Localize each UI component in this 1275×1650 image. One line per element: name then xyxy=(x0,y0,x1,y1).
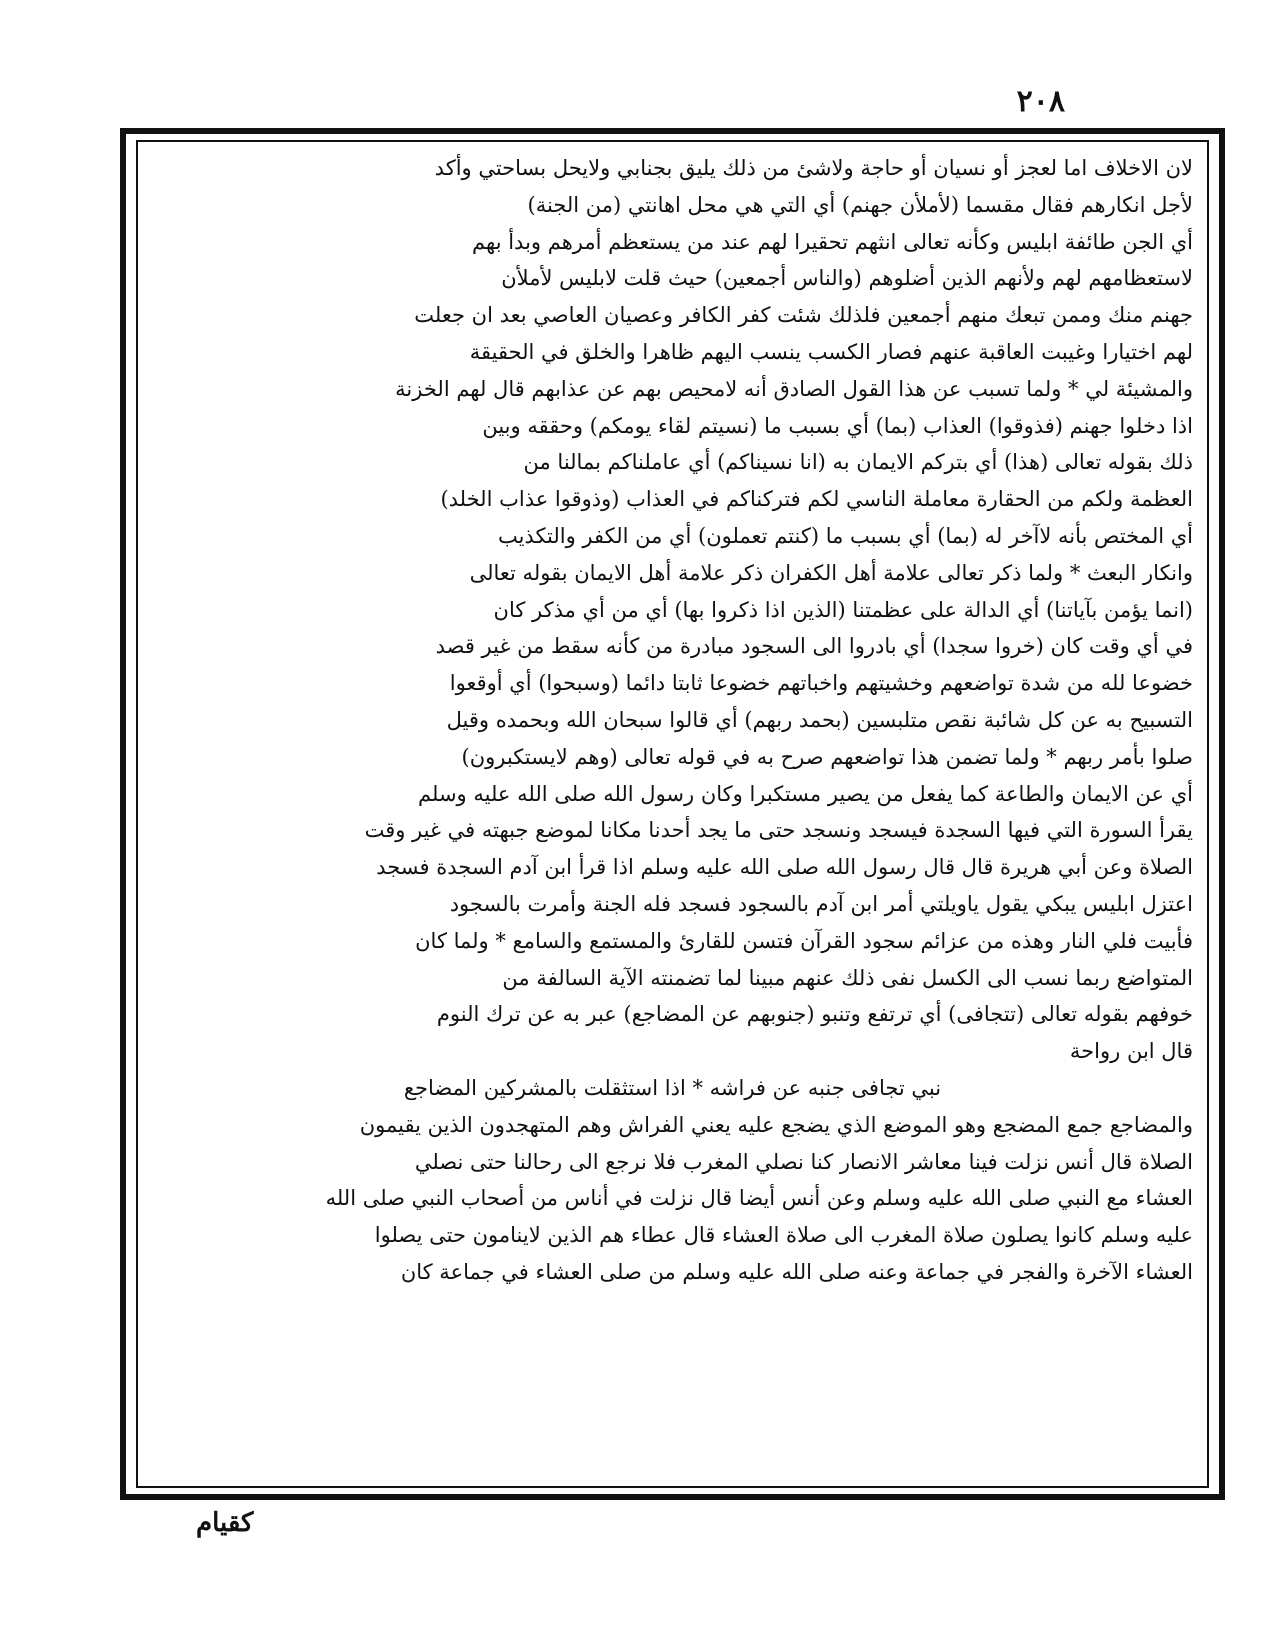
text-line: يقرأ السورة التي فيها السجدة فيسجد ونسجد حتى ما يجد أحدنا مكانا لموضع جبهته في غير وقت xyxy=(364,818,1193,843)
poetry-verse: نبي تجافى جنبه عن فراشه * اذا استثقلت بالمشركين المضاجع xyxy=(403,1075,942,1100)
text-line: أي عن الايمان والطاعة كما يفعل من يصير مستكبرا وكان رسول الله صلى الله عليه وسلم xyxy=(418,781,1193,806)
text-line: العشاء الآخرة والفجر في جماعة وعنه صلى الله عليه وسلم من صلى العشاء في جماعة كان xyxy=(400,1259,1193,1284)
text-line: الصلاة قال أنس نزلت فينا معاشر الانصار كنا نصلي المغرب فلا نرجع الى رحالنا حتى نصلي xyxy=(414,1149,1193,1174)
text-line: الصلاة وعن أبي هريرة قال قال رسول الله صلى الله عليه وسلم اذا قرأ ابن آدم السجدة فسجد xyxy=(376,855,1193,880)
text-line: قال ابن رواحة xyxy=(1069,1039,1193,1064)
text-line: لاستعظامهم لهم ولأنهم الذين أضلوهم (والناس أجمعين) حيث قلت لابليس لأملأن xyxy=(501,266,1193,291)
text-line: صلوا بأمر ربهم * ولما تضمن هذا تواضعهم صرح به في قوله تعالى (وهم لايستكبرون) xyxy=(461,744,1193,769)
text-line: اعتزل ابليس يبكي يقول ياويلتي أمر ابن آدم بالسجود فسجد فله الجنة وأمرت بالسجود xyxy=(449,891,1193,916)
text-line: المتواضع ربما نسب الى الكسل نفى ذلك عنهم مبينا لما تضمنته الآية السالفة من xyxy=(502,965,1193,990)
text-line: في أي وقت كان (خروا سجدا) أي بادروا الى السجود مبادرة من كأنه سقط من غير قصد xyxy=(435,634,1193,659)
text-line: العشاء مع النبي صلى الله عليه وسلم وعن أنس أيضا قال نزلت في أناس من أصحاب النبي صلى الله xyxy=(325,1186,1193,1211)
text-line: خوفهم بقوله تعالى (تتجافى) أي ترتفع وتنبو (جنوبهم عن المضاجع) عبر به عن ترك النوم xyxy=(436,1002,1193,1027)
text-line: ذلك بقوله تعالى (هذا) أي بتركم الايمان به (انا نسيناكم) أي عاملناكم بمالنا من xyxy=(523,450,1193,475)
page-number: ٢٠٨ xyxy=(1016,84,1065,119)
text-line: أي الجن طائفة ابليس وكأنه تعالى انثهم تحقيرا لهم عند من يستعظم أمرهم وبدأ بهم xyxy=(472,229,1193,254)
catchword: كقيام xyxy=(196,1508,254,1538)
text-line: لان الاخلاف اما لعجز أو نسيان أو حاجة ولاشئ من ذلك يليق بجنابي ولايحل بساحتي وأكد xyxy=(434,156,1193,180)
text-line: والمضاجع جمع المضجع وهو الموضع الذي يضجع عليه يعني الفراش وهم المتهجدون الذين يقيمون xyxy=(359,1112,1193,1137)
text-line: عليه وسلم كانوا يصلون صلاة المغرب الى صلاة العشاء قال عطاء هم الذين لاينامون حتى يصلوا xyxy=(374,1223,1193,1248)
text-line: أي المختص بأنه لاآخر له (بما) أي بسبب ما (كنتم تعملون) أي من الكفر والتكذيب xyxy=(497,523,1193,548)
text-line: (انما يؤمن بآياتنا) أي الدالة على عظمتنا (الذين اذا ذكروا بها) أي من أي مذكر كان xyxy=(493,597,1193,622)
text-line: وانكار البعث * ولما ذكر تعالى علامة أهل الكفران ذكر علامة أهل الايمان بقوله تعالى xyxy=(469,560,1193,585)
text-line: العظمة ولكم من الحقارة معاملة الناسي لكم فتركناكم في العذاب (وذوقوا عذاب الخلد) xyxy=(440,487,1193,512)
text-line: التسبيح به عن كل شائبة نقص متلبسين (بحمد ربهم) أي قالوا سبحان الله وبحمده وقيل xyxy=(446,707,1193,732)
text-line: والمشيئة لي * ولما تسبب عن هذا القول الصادق أنه لامحيص بهم عن عذابهم قال لهم الخزنة xyxy=(395,376,1193,401)
text-line: اذا دخلوا جهنم (فذوقوا) العذاب (بما) أي بسبب ما (نسيتم لقاء يومكم) وحققه وبين xyxy=(482,413,1193,438)
page-frame-inner xyxy=(136,140,1209,1488)
text-block xyxy=(152,150,1193,1291)
text-line: فأبيت فلي النار وهذه من عزائم سجود القرآن فتسن للقارئ والمستمع والسامع * ولما كان xyxy=(415,928,1193,953)
text-line: خضوعا لله من شدة تواضعهم وخشيتهم واخباتهم خضوعا ثابتا دائما (وسبحوا) أي أوقعوا xyxy=(449,671,1193,696)
text-line: لأجل انكارهم فقال مقسما (لأملأن جهنم) أي التي هي محل اهانتي (من الجنة) xyxy=(527,192,1193,217)
text-line: جهنم منك وممن تبعك منهم أجمعين فلذلك شئت كفر الكافر وعصيان العاصي بعد ان جعلت xyxy=(414,303,1193,328)
text-line: لهم اختيارا وغيبت العاقبة عنهم فصار الكسب ينسب اليهم ظاهرا والخلق في الحقيقة xyxy=(469,339,1193,364)
